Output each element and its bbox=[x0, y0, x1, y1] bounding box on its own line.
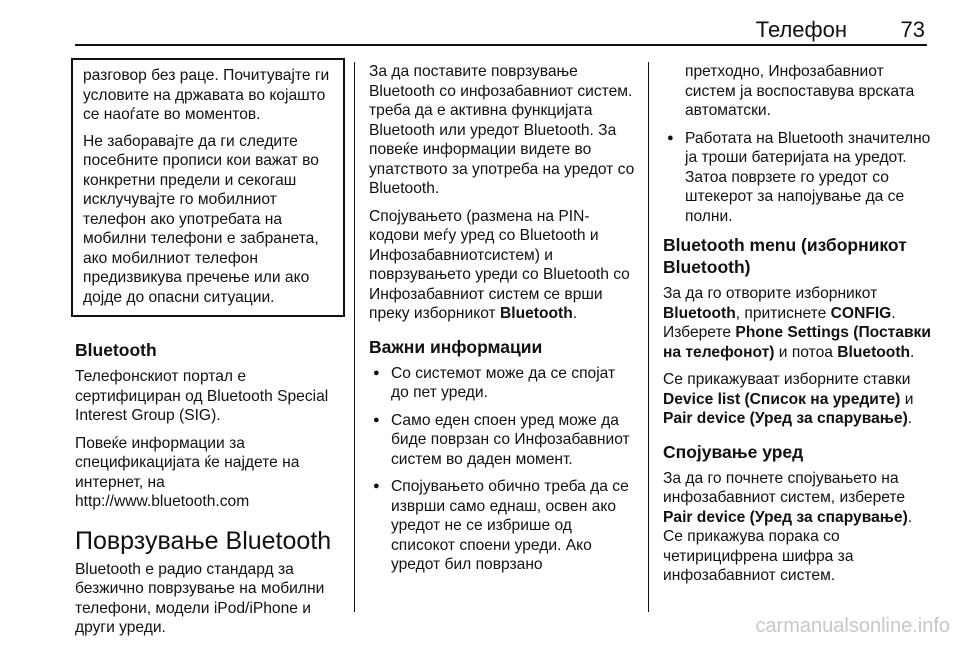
list-item: ● Само еден споен уред може да биде поврзан со Инфозабавниот систем во даден момент. bbox=[369, 411, 637, 470]
note-paragraph-2: Не заборавајте да ги следите посебните прописи кои важат во конкретни предели и секогаш исклучувајте го мобилниот телефон ако употребата на мобилни телефони е забранета, ако мобилниот телефон предизвикува пречење или ако дојде до опасни ситуации. bbox=[83, 132, 319, 306]
list-item: ● Работата на Bluetooth значително ја троши батеријата на уредот. Затоа поврзете го уредот со штекерот за напојување да се полни. bbox=[663, 129, 931, 227]
section-heading-connection: Поврзување Bluetooth bbox=[75, 526, 332, 555]
column-3 bbox=[663, 62, 931, 594]
list-item: ● Спојувањето обично треба да се изврши само еднаш, освен ако уредот не се избрише од списокот споени уреди. Ако уредот бил поврзано bbox=[369, 477, 637, 575]
section-heading-important: Важни информации bbox=[369, 336, 543, 357]
page-title: Телефон bbox=[755, 17, 847, 42]
menu-items-paragraph: Се прикажуваат изборните ставки Device list (Список на уредите) и Pair device (Уред за спарување). bbox=[663, 371, 914, 427]
section-heading-pairing: Спојување уред bbox=[663, 441, 804, 462]
column-1 bbox=[75, 62, 343, 646]
continued-text: претходно, Инфозабавниот систем ја воспоставува врската автоматски. bbox=[685, 63, 915, 119]
battery-list bbox=[663, 129, 931, 227]
warning-note-box bbox=[71, 58, 345, 317]
section-heading-bluetooth-menu: Bluetooth menu (изборникот Bluetooth) bbox=[663, 235, 907, 277]
watermark: carmanualsonline.info bbox=[755, 615, 950, 637]
bluetooth-paragraph-2: Повеќе информации за спецификацијата ќе најдете на интернет, на http://www.bluetooth.com bbox=[75, 434, 300, 510]
menu-open-paragraph: За да го отворите изборникот Bluetooth, притиснете CONFIG. Изберете Phone Settings (Поставки на телефонот) и потоа Bluetooth. bbox=[663, 285, 931, 361]
bluetooth-url: http://www.bluetooth.com bbox=[75, 493, 250, 510]
column-2 bbox=[369, 62, 637, 583]
section-heading-bluetooth: Bluetooth bbox=[75, 340, 157, 360]
list-item: ● Со системот може да се спојат до пет уреди. bbox=[369, 364, 637, 403]
pairing-start-paragraph: За да го почнете спојувањето на инфозабавниот систем, изберете Pair device (Уред за спарување). Се прикажува порака со четирицифрена шифра за инфозабавниот систем. bbox=[663, 469, 913, 584]
pairing-paragraph: Спојувањето (размена на PIN-кодови меѓу уред со Bluetooth и Инфозабавниотсистем) и поврзувањето уреди со Bluetooth со Инфозабавниот систем се врши преку изборникот Bluetooth. bbox=[369, 207, 630, 322]
page-header bbox=[75, 0, 927, 46]
important-list bbox=[369, 364, 637, 575]
page-number: 73 bbox=[900, 17, 925, 42]
bluetooth-paragraph-1: Телефонскиот портал е сертифициран од Bluetooth Special Interest Group (SIG). bbox=[75, 368, 329, 424]
bluetooth-menu-ref: Bluetooth bbox=[500, 305, 573, 322]
column-divider-2 bbox=[648, 62, 649, 612]
note-paragraph-1: разговор без раце. Почитувајте ги условите на државата во коjашто се наоѓате во моментов. bbox=[83, 67, 330, 123]
column-divider-1 bbox=[354, 62, 355, 612]
connection-paragraph: Bluetooth е радио стандард за безжично поврзување на мобилни телефони, модели iPod/iPhone и други уреди. bbox=[75, 560, 325, 636]
setup-paragraph: За да поставите поврзување Bluetooth со инфозабавниот систем. треба да е активна функцијата Bluetooth или уредот Bluetooth. За повеќе информации видете во упатството за употреба на уредот со Bluetooth. bbox=[369, 63, 635, 197]
